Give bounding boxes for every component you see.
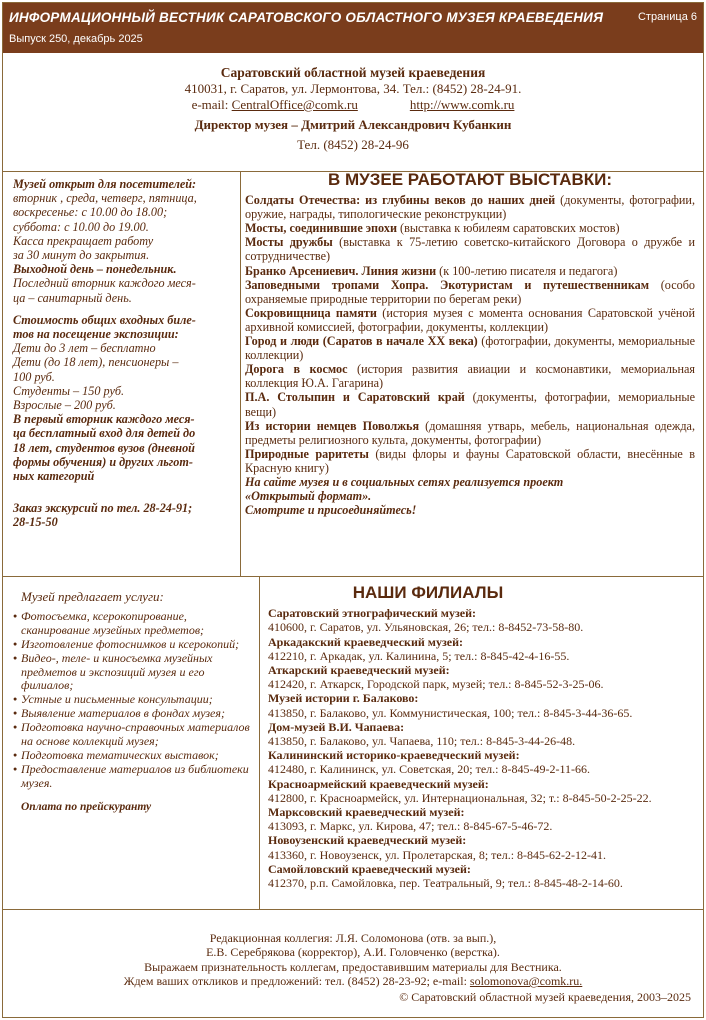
- project-note: На сайте музея и в социальных сетях реализуется проект: [245, 474, 564, 489]
- exhibition-desc: (история развития авиации и космонавтики, мемориальная коллекция Ю.А. Гагарина): [245, 362, 695, 391]
- exhibition-desc: (документы, фотографии, мемориальные вещи): [245, 390, 696, 419]
- editorial-line: Выражаем признательность коллегам, предоставившим материалы для Вестника.: [144, 959, 562, 974]
- prices-heading: Стоимость общих входных биле-: [13, 312, 196, 327]
- branch-address: 412370, р.п. Самойловка, пер. Театральный, 9; тел.: 8-845-48-2-14-60.: [268, 876, 623, 891]
- divider: [3, 576, 703, 577]
- hours-line: вторник , среда, четверг, пятница,: [13, 191, 197, 206]
- branch-address: 412480, г. Калининск, ул. Советская, 20; тел.: 8-845-49-2-11-66.: [268, 762, 591, 777]
- newsletter-title: ИНФОРМАЦИОННЫЙ ВЕСТНИК САРАТОВСКОГО ОБЛАСТНОГО МУЗЕЯ КРАЕВЕДЕНИЯ: [9, 10, 604, 25]
- exhibition-title: Сокровищница памяти: [245, 305, 377, 320]
- price-line: Дети до 3 лет – бесплатно: [13, 341, 156, 356]
- exhibition-item: [245, 334, 695, 362]
- price-line: Студенты – 150 руб.: [13, 383, 125, 398]
- exhibition-desc: (документы, фотографии, оружие, награды, типологические реконструкции): [245, 193, 695, 222]
- exhibition-desc: (фотографии, документы, мемориальные коллекции): [245, 334, 695, 363]
- exhibition-title: Природные раритеты: [245, 446, 369, 461]
- exhibition-item: [245, 419, 695, 447]
- feedback-email-link[interactable]: solomonova@comk.ru.: [469, 974, 583, 989]
- free-entry: формы обучения) и других льгот-: [13, 454, 193, 469]
- exhibitions-heading: В МУЗЕЕ РАБОТАЮТ ВЫСТАВКИ:: [327, 170, 613, 189]
- branch-address: 410600, г. Саратов, ул. Ульяновская, 26; тел.: 8-8452-73-58-80.: [268, 620, 584, 635]
- museum-name: Саратовский областной музей краеведения: [220, 65, 486, 80]
- free-entry: 18 лет, студентов вузов (дневной: [13, 440, 195, 455]
- exhibition-desc: (виды флоры и фауны Саратовской области, внесённые в Красную книгу): [245, 446, 696, 475]
- museum-address: 410031, г. Саратов, ул. Лермонтова, 34. Тел.: (8452) 28-24-91.: [184, 81, 522, 96]
- museum-web-contacts: [3, 97, 703, 113]
- exhibition-item: [245, 362, 695, 390]
- service-item: ● Подготовка тематических выставок;: [13, 749, 257, 763]
- branch-name: Аткарский краеведческий музей:: [268, 663, 450, 678]
- branch-name: Самойловский краеведческий музей:: [268, 861, 471, 876]
- service-item: ● Выявление материалов в фондах музея;: [13, 707, 257, 721]
- branch-name: Новоузенский краеведческий музей:: [268, 833, 467, 848]
- exhibition-desc: (выставка к юбилеям саратовских мостов): [396, 221, 620, 236]
- branch-address: 412210, г. Аркадак, ул. Калинина, 5; тел.: 8-845-42-4-16-55.: [268, 648, 570, 663]
- sanitary-day: Последний вторник каждого меся-: [13, 276, 196, 291]
- branch-address: 413850, г. Балаково, ул. Чапаева, 110; тел.: 8-845-3-44-26-48.: [268, 734, 576, 749]
- issue-label: Выпуск 250, декабрь 2025: [9, 33, 143, 45]
- museum-contacts: [3, 65, 703, 153]
- branch-name: Калининский историко-краеведческий музей:: [268, 748, 520, 763]
- exhibition-title: Город и люди (Саратов в начале XX века): [245, 334, 478, 349]
- exhibition-title: Мосты, соединившие эпохи: [245, 221, 397, 236]
- branch-address: 413850, г. Балаково, ул. Коммунистическая, 100; тел.: 8-845-3-44-36-65.: [268, 705, 633, 720]
- free-entry: ных категорий: [13, 469, 95, 484]
- visitor-info: [13, 177, 241, 530]
- exhibition-title: Дорога в космос: [245, 362, 348, 377]
- editorial-footer: [3, 931, 703, 989]
- branch-name: Марксовский краеведческий музей:: [268, 805, 465, 820]
- exhibition-item: [245, 235, 695, 263]
- hours-line: Касса прекращает работу: [13, 233, 154, 248]
- divider: [259, 576, 260, 909]
- exhibitions-section: [245, 170, 696, 518]
- exhibition-item: [245, 193, 695, 221]
- exhibition-title: Заповедными тропами Хопра. Экотуристам и путешественникам: [245, 277, 650, 292]
- branch-name: Музей истории г. Балаково:: [268, 691, 419, 706]
- branch-name: Дом-музей В.И. Чапаева:: [268, 719, 405, 734]
- exhibition-title: Солдаты Отечества: из глубины веков до наших дней: [245, 193, 556, 208]
- project-note: «Открытый формат».: [245, 489, 372, 504]
- exhibition-title: Мосты дружбы: [245, 235, 333, 250]
- branch-name: Аркадакский краеведческий музей:: [268, 634, 463, 649]
- branches-section: [268, 583, 698, 891]
- price-line: Взрослые – 200 руб.: [13, 398, 116, 413]
- price-line: 100 руб.: [13, 369, 55, 384]
- exhibition-title: Из истории немцев Поволжья: [245, 418, 420, 433]
- branch-name: Саратовский этнографический музей:: [268, 606, 477, 621]
- service-item: ● Изготовление фотоснимков и ксерокопий;: [13, 638, 257, 652]
- exhibition-desc: (история музея с момента основания Саратовской учёной архивной комиссией, фотографии, документы, коллекции): [245, 305, 695, 334]
- free-entry: ца бесплатный вход для детей до: [13, 426, 196, 441]
- exhibition-item: [245, 221, 695, 235]
- exhibition-item: [245, 447, 695, 475]
- branch-name: Красноармейский краеведческий музей:: [268, 776, 489, 791]
- exhibition-desc: (к 100-летию писателя и педагога): [436, 263, 618, 278]
- exhibition-desc: (домашняя утварь, мебель, национальная одежда, предметы религиозного культа, документы, фотографии): [245, 418, 696, 447]
- day-off: Выходной день – понедельник.: [13, 262, 177, 277]
- exhibition-item: [245, 390, 695, 418]
- divider: [3, 909, 703, 910]
- hours-line: за 30 минут до закрытия.: [13, 248, 150, 263]
- service-item: ● Видео-, теле- и киносъемка музейных предметов и экспозиций музея и его филиалов;: [13, 652, 257, 694]
- branches-heading: НАШИ ФИЛИАЛЫ: [352, 583, 504, 602]
- branch-address: 413093, г. Маркс, ул. Кирова, 47; тел.: 8-845-67-5-46-72.: [268, 819, 553, 834]
- exhibition-title: Бранко Арсениевич. Линия жизни: [245, 263, 437, 278]
- exhibition-item: [245, 306, 695, 334]
- services-heading: Музей предлагает услуги:: [21, 589, 164, 604]
- sanitary-day: ца – санитарный день.: [13, 290, 132, 305]
- editorial-line: Ждем ваших откликов и предложений: тел. (8452) 28-23-92; e-mail:: [123, 974, 470, 989]
- project-note: Смотрите и присоединяйтесь!: [245, 503, 417, 518]
- price-note: Оплата по прейскуранту: [21, 800, 152, 813]
- service-item: ● Фотосъемка, ксерокопирование, сканирование музейных предметов;: [13, 610, 257, 638]
- price-line: Дети (до 18 лет), пенсионеры –: [13, 355, 179, 370]
- service-item: ● Устные и письменные консультации;: [13, 693, 257, 707]
- page-number: Страница 6: [637, 11, 697, 23]
- hours-line: воскресенье: с 10.00 до 18.00;: [13, 205, 168, 220]
- branch-address: 413360, г. Новоузенск, ул. Пролетарская, 8; тел.: 8-845-62-2-12-41.: [268, 847, 607, 862]
- museum-director: Директор музея – Дмитрий Александрович Кубанкин: [194, 117, 512, 132]
- branch-address: 412800, г. Красноармейск, ул. Интернациональная, 32; т.: 8-845-50-2-25-22.: [268, 790, 652, 805]
- editorial-line: Редакционная коллегия: Л.Я. Соломонова (отв. за вып.),: [209, 931, 497, 945]
- tour-booking: Заказ экскурсий по тел. 28-24-91;: [13, 501, 193, 516]
- service-item: ● Подготовка научно-справочных материалов на основе коллекций музея;: [13, 721, 257, 749]
- email-label: e-mail:: [191, 97, 232, 112]
- exhibition-title: П.А. Столыпин и Саратовский край: [245, 390, 465, 405]
- prices-heading: тов на посещение экспозиции:: [13, 327, 179, 342]
- newsletter-page: [2, 2, 704, 1018]
- director-phone: Тел. (8452) 28-24-96: [297, 137, 409, 152]
- branch-address: 412420, г. Аткарск, Городской парк, музей; тел.: 8-845-52-3-25-06.: [268, 677, 604, 692]
- exhibition-item: [245, 278, 695, 306]
- exhibition-desc: (особо охраняемые природные территории по берегам реки): [245, 277, 695, 306]
- editorial-line: Е.В. Серебрякова (корректор), А.И. Головченко (верстка).: [206, 945, 500, 960]
- email-link[interactable]: CentralOffice@comk.ru: [231, 97, 358, 112]
- hours-line: суббота: с 10.00 до 19.00.: [13, 219, 149, 234]
- services-section: [13, 590, 257, 815]
- copyright: © Саратовский областной музей краеведения, 2003–2025: [399, 990, 691, 1004]
- exhibition-item: [245, 264, 695, 278]
- exhibition-desc: (выставка к 75-летию советско-китайского Договора о дружбе и сотрудничестве): [245, 235, 695, 264]
- service-item: ● Предоставление материалов из библиотеки музея.: [13, 763, 257, 791]
- site-link[interactable]: http://www.comk.ru: [409, 97, 515, 112]
- hours-heading: Музей открыт для посетителей:: [13, 177, 197, 191]
- tour-booking: 28-15-50: [13, 515, 58, 530]
- page-header: [3, 3, 703, 53]
- free-entry: В первый вторник каждого меся-: [13, 412, 195, 427]
